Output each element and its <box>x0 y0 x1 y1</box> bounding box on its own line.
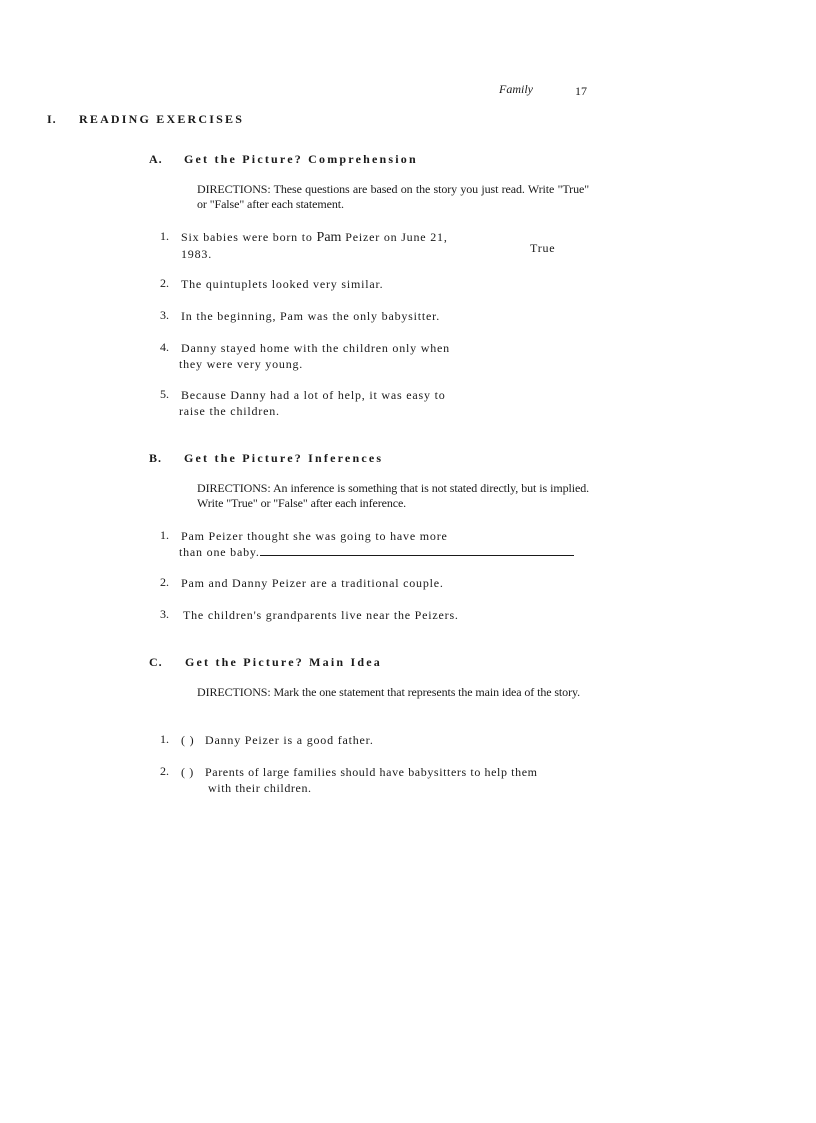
answer-blank-line <box>260 544 574 556</box>
b-item-1-text <box>181 528 574 560</box>
section-a-directions: DIRECTIONS: These questions are based on the story you just read. Write "True" or "False" after each statement. <box>197 182 589 211</box>
c-item-1-number: 1. <box>160 732 169 746</box>
a-item-2-text: The quintuplets looked very similar. <box>181 277 384 291</box>
a-item-1-line1-b: Peizer on June 21, <box>345 230 448 244</box>
c-item-2-text <box>181 764 538 796</box>
a-item-1-line2: 1983. <box>181 247 212 261</box>
b-item-2-number: 2. <box>160 575 169 589</box>
b-item-1-line1: Pam Peizer thought she was going to have more <box>181 529 448 543</box>
b-item-1-line2: than one baby. <box>179 545 260 559</box>
b-item-2-text: Pam and Danny Peizer are a traditional couple. <box>181 576 444 590</box>
section-c-directions: DIRECTIONS: Mark the one statement that represents the main idea of the story. <box>197 685 580 699</box>
c-item-1-line1: Danny Peizer is a good father. <box>205 733 374 747</box>
b-item-3-text: The children's grandparents live near the Peizers. <box>183 608 459 622</box>
section-b-directions: DIRECTIONS: An inference is something that is not stated directly, but is implied. Write "True" or "False" after each inference. <box>197 481 589 510</box>
a-item-2-number: 2. <box>160 276 169 290</box>
b-item-3-number: 3. <box>160 607 169 621</box>
c-item-2-checkbox[interactable]: ( ) <box>181 765 194 779</box>
part-title: READING EXERCISES <box>79 112 245 126</box>
c-item-2-line1: Parents of large families should have babysitters to help them <box>205 765 538 779</box>
a-item-4-number: 4. <box>160 340 169 354</box>
a-item-1-name: Pam <box>316 230 342 245</box>
a-item-1-text <box>181 229 448 262</box>
section-b-letter: B. <box>149 451 163 465</box>
a-item-5-line2: raise the children. <box>179 404 280 418</box>
c-item-2-number: 2. <box>160 764 169 778</box>
c-item-1-checkbox[interactable]: ( ) <box>181 733 195 747</box>
a-item-1-number: 1. <box>160 229 169 243</box>
section-a-letter: A. <box>149 152 163 166</box>
a-item-4-line2: they were very young. <box>179 357 304 371</box>
c-item-2-line2: with their children. <box>208 781 312 795</box>
c-item-1-text <box>181 732 374 748</box>
a-item-5-number: 5. <box>160 387 169 401</box>
a-item-5-text <box>181 387 446 419</box>
a-item-5-line1: Because Danny had a lot of help, it was easy to <box>181 388 446 402</box>
a-item-4-text <box>181 340 450 372</box>
section-b-title: Get the Picture? Inferences <box>184 451 384 465</box>
a-item-4-line1: Danny stayed home with the children only when <box>181 341 450 355</box>
b-item-1-number: 1. <box>160 528 169 542</box>
running-title: Family <box>499 82 533 96</box>
a-item-3-number: 3. <box>160 308 169 322</box>
section-c-title: Get the Picture? Main Idea <box>185 655 382 669</box>
a-item-3-text: In the beginning, Pam was the only babysitter. <box>181 309 441 323</box>
page-number: 17 <box>575 84 587 98</box>
a-item-1-answer: True <box>530 241 556 255</box>
section-a-title: Get the Picture? Comprehension <box>184 152 418 166</box>
a-item-1-line1-a: Six babies were born to <box>181 230 313 244</box>
section-c-letter: C. <box>149 655 163 669</box>
part-number: I. <box>47 112 57 126</box>
